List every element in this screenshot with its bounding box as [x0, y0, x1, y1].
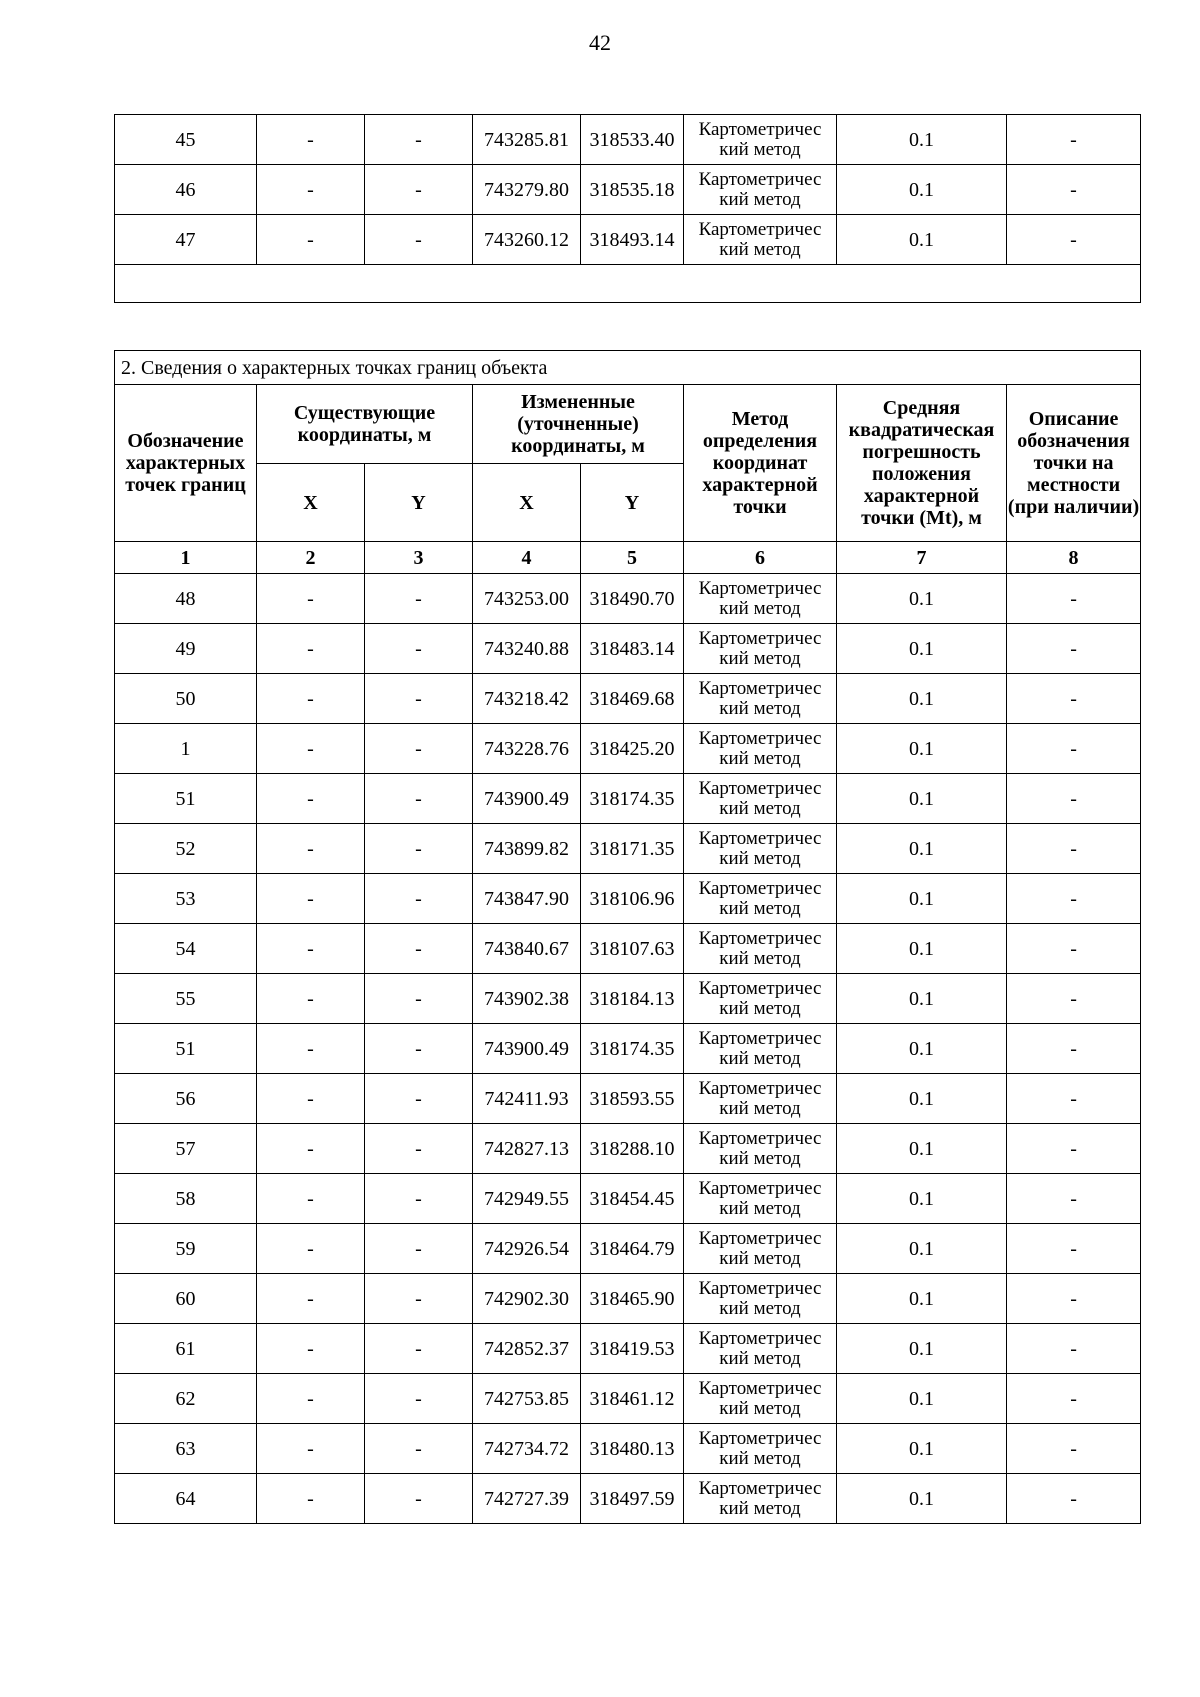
method-line: кий метод — [719, 797, 801, 819]
cell-mean-error: 0.1 — [837, 1174, 1007, 1224]
cell-x-changed: 742949.55 — [473, 1174, 581, 1224]
method-line: Картометричес — [698, 1427, 822, 1449]
empty-row — [115, 265, 1141, 303]
cell-x-existing: - — [257, 1324, 365, 1374]
cell-x-existing: - — [257, 1424, 365, 1474]
column-number: 2 — [257, 542, 365, 574]
cell-y-changed: 318107.63 — [581, 924, 684, 974]
cell-x-existing: - — [257, 1274, 365, 1324]
cell-x-changed: 743847.90 — [473, 874, 581, 924]
cell-mean-error: 0.1 — [837, 824, 1007, 874]
cell-x-changed: 743840.67 — [473, 924, 581, 974]
cell-method — [684, 1174, 837, 1224]
cell-point: 60 — [115, 1274, 257, 1324]
cell-method — [684, 1324, 837, 1374]
method-line: Картометричес — [698, 218, 822, 240]
cell-method — [684, 924, 837, 974]
table-body — [115, 115, 1141, 303]
method-line: кий метод — [719, 747, 801, 769]
cell-description: - — [1007, 724, 1141, 774]
cell-x-changed: 742411.93 — [473, 1074, 581, 1124]
cell-x-changed: 742902.30 — [473, 1274, 581, 1324]
cell-method — [684, 1074, 837, 1124]
cell-method — [684, 774, 837, 824]
cell-method — [684, 1474, 837, 1524]
cell-y-existing: - — [365, 165, 473, 215]
cell-description: - — [1007, 774, 1141, 824]
cell-y-existing: - — [365, 115, 473, 165]
cell-method — [684, 165, 837, 215]
cell-description: - — [1007, 1024, 1141, 1074]
header-description: Описание обозначения точки на местности (при наличии) — [1007, 385, 1141, 542]
table-row — [115, 574, 1141, 624]
cell-point: 61 — [115, 1324, 257, 1374]
cell-y-changed: 318425.20 — [581, 724, 684, 774]
cell-y-changed: 318106.96 — [581, 874, 684, 924]
cell-y-changed: 318464.79 — [581, 1224, 684, 1274]
cell-y-existing: - — [365, 1274, 473, 1324]
table-row — [115, 774, 1141, 824]
method-line: Картометричес — [698, 927, 822, 949]
cell-x-changed: 743228.76 — [473, 724, 581, 774]
cell-description: - — [1007, 1174, 1141, 1224]
cell-method — [684, 624, 837, 674]
table-row — [115, 1374, 1141, 1424]
cell-point: 45 — [115, 115, 257, 165]
column-number: 7 — [837, 542, 1007, 574]
cell-y-existing: - — [365, 774, 473, 824]
table-row — [115, 1424, 1141, 1474]
cell-y-existing: - — [365, 1124, 473, 1174]
cell-method — [684, 674, 837, 724]
cell-x-existing: - — [257, 215, 365, 265]
method-line: кий метод — [719, 697, 801, 719]
table-row — [115, 115, 1141, 165]
cell-y-existing: - — [365, 1324, 473, 1374]
cell-mean-error: 0.1 — [837, 1324, 1007, 1374]
header-point-designation: Обозначение характерных точек границ — [115, 385, 257, 542]
method-line: Картометричес — [698, 1327, 822, 1349]
cell-y-existing: - — [365, 1374, 473, 1424]
cell-mean-error: 0.1 — [837, 924, 1007, 974]
cell-y-changed: 318461.12 — [581, 1374, 684, 1424]
cell-x-existing: - — [257, 165, 365, 215]
cell-x-changed: 743285.81 — [473, 115, 581, 165]
cell-description: - — [1007, 1474, 1141, 1524]
cell-description: - — [1007, 1074, 1141, 1124]
header-existing-coords: Существующие координаты, м — [257, 385, 473, 464]
cell-x-existing: - — [257, 1074, 365, 1124]
cell-y-existing: - — [365, 874, 473, 924]
cell-y-changed: 318465.90 — [581, 1274, 684, 1324]
cell-y-existing: - — [365, 1224, 473, 1274]
method-line: Картометричес — [698, 168, 822, 190]
header-x-changed: X — [473, 464, 581, 542]
table-row — [115, 1074, 1141, 1124]
cell-point: 1 — [115, 724, 257, 774]
cell-mean-error: 0.1 — [837, 974, 1007, 1024]
page-number: 42 — [589, 30, 611, 55]
cell-description: - — [1007, 115, 1141, 165]
cell-point: 58 — [115, 1174, 257, 1224]
cell-x-changed: 743240.88 — [473, 624, 581, 674]
cell-x-existing: - — [257, 115, 365, 165]
cell-x-existing: - — [257, 1124, 365, 1174]
cell-y-changed: 318174.35 — [581, 774, 684, 824]
cell-x-existing: - — [257, 874, 365, 924]
coordinates-table-continued — [114, 114, 1141, 303]
header-y-changed: Y — [581, 464, 684, 542]
cell-mean-error: 0.1 — [837, 724, 1007, 774]
cell-x-changed: 743279.80 — [473, 165, 581, 215]
boundary-points-table — [114, 350, 1141, 1524]
cell-method — [684, 1374, 837, 1424]
header-mean-error: Средняя квадратическая погрешность положения характерной точки (Mt), м — [837, 385, 1007, 542]
header-method: Метод определения координат характерной точки — [684, 385, 837, 542]
method-line: кий метод — [719, 947, 801, 969]
method-line: кий метод — [719, 1297, 801, 1319]
cell-method — [684, 115, 837, 165]
cell-x-existing: - — [257, 674, 365, 724]
cell-method — [684, 1424, 837, 1474]
method-line: Картометричес — [698, 627, 822, 649]
cell-method — [684, 574, 837, 624]
cell-x-changed: 742734.72 — [473, 1424, 581, 1474]
cell-x-changed: 743899.82 — [473, 824, 581, 874]
cell-x-changed: 743260.12 — [473, 215, 581, 265]
cell-mean-error: 0.1 — [837, 1474, 1007, 1524]
cell-method — [684, 1124, 837, 1174]
cell-x-existing: - — [257, 924, 365, 974]
cell-point: 59 — [115, 1224, 257, 1274]
cell-y-changed: 318497.59 — [581, 1474, 684, 1524]
header-y-existing: Y — [365, 464, 473, 542]
cell-point: 54 — [115, 924, 257, 974]
cell-y-changed: 318171.35 — [581, 824, 684, 874]
cell-point: 46 — [115, 165, 257, 215]
method-line: Картометричес — [698, 1127, 822, 1149]
cell-x-changed: 743902.38 — [473, 974, 581, 1024]
method-line: Картометричес — [698, 977, 822, 999]
cell-point: 64 — [115, 1474, 257, 1524]
method-line: кий метод — [719, 1147, 801, 1169]
cell-point: 49 — [115, 624, 257, 674]
cell-description: - — [1007, 574, 1141, 624]
cell-y-changed: 318483.14 — [581, 624, 684, 674]
cell-x-changed: 742753.85 — [473, 1374, 581, 1424]
cell-x-existing: - — [257, 1174, 365, 1224]
method-line: Картометричес — [698, 1377, 822, 1399]
method-line: кий метод — [719, 1347, 801, 1369]
column-number: 1 — [115, 542, 257, 574]
cell-x-existing: - — [257, 974, 365, 1024]
header-changed-coords: Измененные (уточненные) координаты, м — [473, 385, 684, 464]
cell-x-changed: 742727.39 — [473, 1474, 581, 1524]
table-row — [115, 874, 1141, 924]
cell-point: 51 — [115, 1024, 257, 1074]
table-row — [115, 1174, 1141, 1224]
cell-y-existing: - — [365, 1474, 473, 1524]
table-row — [115, 1474, 1141, 1524]
cell-x-existing: - — [257, 1224, 365, 1274]
cell-description: - — [1007, 215, 1141, 265]
method-line: кий метод — [719, 1197, 801, 1219]
cell-y-existing: - — [365, 724, 473, 774]
cell-x-existing: - — [257, 824, 365, 874]
cell-x-changed: 743900.49 — [473, 774, 581, 824]
method-line: Картометричес — [698, 118, 822, 140]
cell-point: 53 — [115, 874, 257, 924]
section-title: 2. Сведения о характерных точках границ объекта — [115, 351, 1141, 385]
method-line: Картометричес — [698, 1077, 822, 1099]
cell-mean-error: 0.1 — [837, 1374, 1007, 1424]
cell-mean-error: 0.1 — [837, 1024, 1007, 1074]
cell-point: 62 — [115, 1374, 257, 1424]
cell-x-changed: 743253.00 — [473, 574, 581, 624]
cell-description: - — [1007, 624, 1141, 674]
cell-point: 52 — [115, 824, 257, 874]
method-line: кий метод — [719, 597, 801, 619]
table-row — [115, 1024, 1141, 1074]
cell-y-existing: - — [365, 924, 473, 974]
cell-description: - — [1007, 1424, 1141, 1474]
table-row — [115, 1324, 1141, 1374]
cell-y-changed: 318480.13 — [581, 1424, 684, 1474]
cell-y-changed: 318535.18 — [581, 165, 684, 215]
cell-method — [684, 974, 837, 1024]
method-line: Картометричес — [698, 677, 822, 699]
method-line: кий метод — [719, 238, 801, 260]
cell-mean-error: 0.1 — [837, 624, 1007, 674]
cell-x-changed: 742827.13 — [473, 1124, 581, 1174]
cell-y-changed: 318454.45 — [581, 1174, 684, 1224]
cell-x-changed: 743218.42 — [473, 674, 581, 724]
cell-y-changed: 318174.35 — [581, 1024, 684, 1074]
cell-y-changed: 318419.53 — [581, 1324, 684, 1374]
table-body — [115, 574, 1141, 1524]
cell-x-existing: - — [257, 724, 365, 774]
cell-method — [684, 724, 837, 774]
cell-method — [684, 824, 837, 874]
cell-description: - — [1007, 165, 1141, 215]
empty-cell — [115, 265, 1141, 303]
cell-y-existing: - — [365, 624, 473, 674]
cell-mean-error: 0.1 — [837, 1124, 1007, 1174]
table-row — [115, 1224, 1141, 1274]
cell-method — [684, 1224, 837, 1274]
cell-description: - — [1007, 874, 1141, 924]
method-line: кий метод — [719, 1097, 801, 1119]
cell-x-changed: 742852.37 — [473, 1324, 581, 1374]
cell-description: - — [1007, 1274, 1141, 1324]
method-line: кий метод — [719, 1047, 801, 1069]
cell-point: 50 — [115, 674, 257, 724]
cell-description: - — [1007, 1324, 1141, 1374]
cell-mean-error: 0.1 — [837, 774, 1007, 824]
cell-description: - — [1007, 924, 1141, 974]
table-row — [115, 924, 1141, 974]
column-number: 4 — [473, 542, 581, 574]
method-line: Картометричес — [698, 727, 822, 749]
cell-y-changed: 318593.55 — [581, 1074, 684, 1124]
cell-y-changed: 318533.40 — [581, 115, 684, 165]
cell-y-existing: - — [365, 1024, 473, 1074]
cell-mean-error: 0.1 — [837, 215, 1007, 265]
cell-y-existing: - — [365, 215, 473, 265]
method-line: кий метод — [719, 997, 801, 1019]
cell-x-existing: - — [257, 774, 365, 824]
method-line: кий метод — [719, 847, 801, 869]
cell-mean-error: 0.1 — [837, 165, 1007, 215]
cell-y-existing: - — [365, 1424, 473, 1474]
cell-y-changed: 318493.14 — [581, 215, 684, 265]
method-line: кий метод — [719, 1247, 801, 1269]
cell-method — [684, 874, 837, 924]
cell-point: 56 — [115, 1074, 257, 1124]
cell-x-changed: 743900.49 — [473, 1024, 581, 1074]
cell-y-changed: 318490.70 — [581, 574, 684, 624]
cell-mean-error: 0.1 — [837, 574, 1007, 624]
column-number: 8 — [1007, 542, 1141, 574]
table-row — [115, 1124, 1141, 1174]
cell-mean-error: 0.1 — [837, 674, 1007, 724]
cell-y-existing: - — [365, 974, 473, 1024]
cell-y-existing: - — [365, 1074, 473, 1124]
table-row — [115, 674, 1141, 724]
table-row — [115, 165, 1141, 215]
cell-x-existing: - — [257, 1374, 365, 1424]
cell-mean-error: 0.1 — [837, 874, 1007, 924]
cell-x-existing: - — [257, 1024, 365, 1074]
cell-x-existing: - — [257, 624, 365, 674]
cell-y-existing: - — [365, 1174, 473, 1224]
cell-y-existing: - — [365, 574, 473, 624]
cell-y-existing: - — [365, 824, 473, 874]
cell-description: - — [1007, 974, 1141, 1024]
table-row — [115, 824, 1141, 874]
method-line: кий метод — [719, 647, 801, 669]
table-row — [115, 974, 1141, 1024]
cell-mean-error: 0.1 — [837, 1424, 1007, 1474]
cell-method — [684, 1274, 837, 1324]
cell-point: 47 — [115, 215, 257, 265]
cell-mean-error: 0.1 — [837, 1074, 1007, 1124]
table-row — [115, 624, 1141, 674]
table-row — [115, 215, 1141, 265]
column-number: 3 — [365, 542, 473, 574]
column-number: 6 — [684, 542, 837, 574]
cell-y-existing: - — [365, 674, 473, 724]
method-line: Картометричес — [698, 577, 822, 599]
header-x-existing: X — [257, 464, 365, 542]
cell-x-existing: - — [257, 1474, 365, 1524]
cell-point: 63 — [115, 1424, 257, 1474]
cell-mean-error: 0.1 — [837, 1224, 1007, 1274]
method-line: Картометричес — [698, 1277, 822, 1299]
cell-y-changed: 318184.13 — [581, 974, 684, 1024]
table-row — [115, 724, 1141, 774]
cell-point: 57 — [115, 1124, 257, 1174]
cell-point: 48 — [115, 574, 257, 624]
cell-method — [684, 215, 837, 265]
method-line: кий метод — [719, 897, 801, 919]
method-line: Картометричес — [698, 777, 822, 799]
cell-y-changed: 318469.68 — [581, 674, 684, 724]
cell-description: - — [1007, 824, 1141, 874]
method-line: кий метод — [719, 188, 801, 210]
cell-mean-error: 0.1 — [837, 1274, 1007, 1324]
method-line: кий метод — [719, 1447, 801, 1469]
cell-point: 51 — [115, 774, 257, 824]
method-line: Картометричес — [698, 827, 822, 849]
cell-x-changed: 742926.54 — [473, 1224, 581, 1274]
method-line: кий метод — [719, 1497, 801, 1519]
table-row — [115, 1274, 1141, 1324]
cell-x-existing: - — [257, 574, 365, 624]
method-line: Картометричес — [698, 1177, 822, 1199]
cell-method — [684, 1024, 837, 1074]
method-line: кий метод — [719, 138, 801, 160]
cell-description: - — [1007, 1124, 1141, 1174]
cell-mean-error: 0.1 — [837, 115, 1007, 165]
column-number: 5 — [581, 542, 684, 574]
cell-description: - — [1007, 1224, 1141, 1274]
method-line: Картометричес — [698, 1477, 822, 1499]
method-line: Картометричес — [698, 877, 822, 899]
method-line: кий метод — [719, 1397, 801, 1419]
cell-y-changed: 318288.10 — [581, 1124, 684, 1174]
cell-description: - — [1007, 1374, 1141, 1424]
method-line: Картометричес — [698, 1227, 822, 1249]
cell-point: 55 — [115, 974, 257, 1024]
cell-description: - — [1007, 674, 1141, 724]
method-line: Картометричес — [698, 1027, 822, 1049]
